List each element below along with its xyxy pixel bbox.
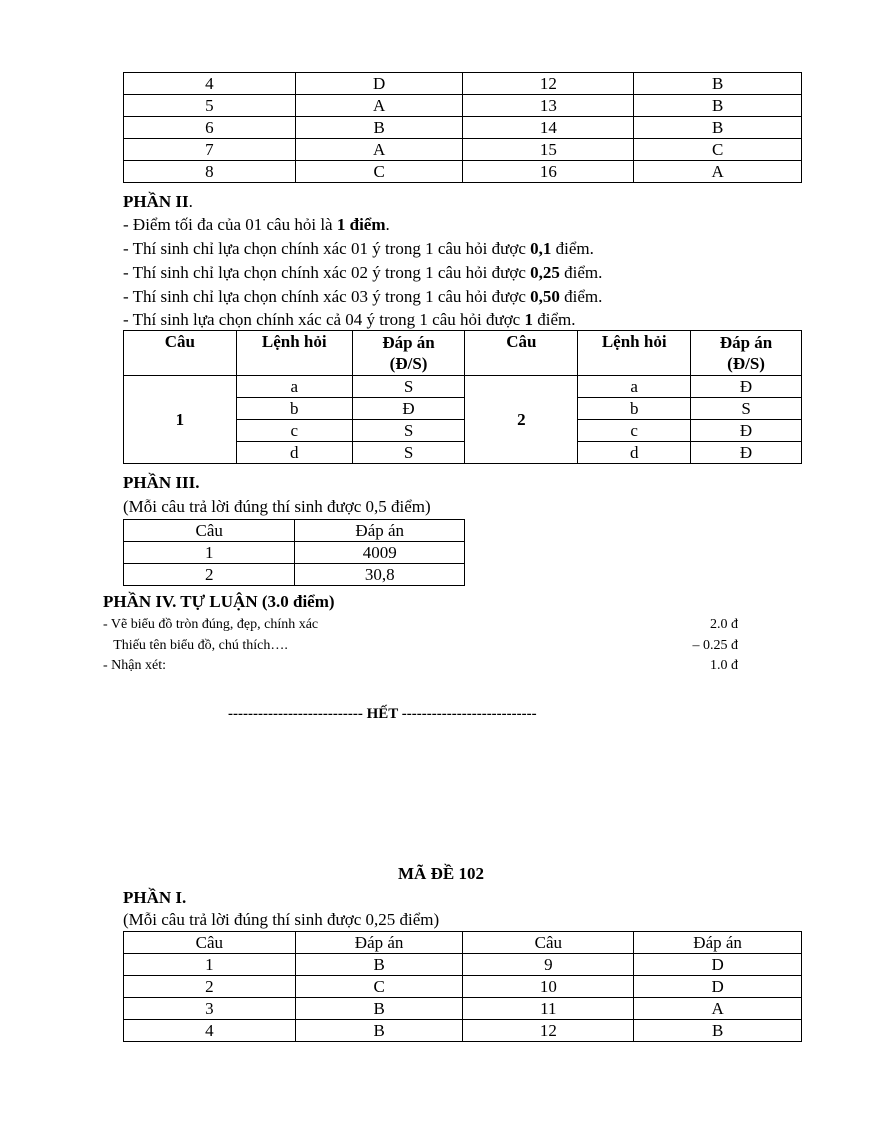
header-lenh-hoi: Lệnh hỏi (578, 331, 691, 376)
part3-note: (Mỗi câu trả lời đúng thí sinh được 0,5 điểm) (123, 497, 431, 516)
table-row: c S c Đ (124, 420, 802, 442)
part2-answer-table (123, 330, 802, 464)
table-row: 5 A 13 B (124, 95, 802, 117)
table-row: 4 D 12 B (124, 73, 802, 95)
part1-answer-table-continued (123, 72, 802, 183)
part4-item-text: - Vẽ biểu đồ tròn đúng, đẹp, chính xác (103, 617, 319, 632)
exam-code-title: MÃ ĐỀ 102 (398, 864, 484, 883)
part4-item-score: 2.0 đ (710, 617, 738, 632)
part2-rule-line: - Thí sinh lựa chọn chính xác cả 04 ý trong 1 câu hỏi được 1 điểm. (123, 310, 576, 329)
table-row: 3 B 11 A (124, 998, 802, 1020)
header-dap-an: Đáp án (Đ/S) (691, 331, 802, 376)
table-row: d S d Đ (124, 442, 802, 464)
part1-note: (Mỗi câu trả lời đúng thí sinh được 0,25 điểm) (123, 910, 440, 929)
table-header-row: Câu Đáp án Câu Đáp án (124, 932, 802, 954)
question-number: 2 (465, 376, 578, 464)
part3-heading: PHẦN III. (123, 473, 200, 492)
end-marker: --------------------------- HẾT --------------------------- (228, 706, 537, 722)
table-row: 2 C 10 D (124, 976, 802, 998)
part2-rule-line: - Thí sinh chỉ lựa chọn chính xác 03 ý trong 1 câu hỏi được 0,50 điểm. (123, 287, 603, 306)
part1-answer-table (123, 931, 802, 1042)
part4-item-text: Thiếu tên biểu đồ, chú thích…. (103, 638, 288, 653)
table-header-row: Câu Đáp án (124, 520, 465, 542)
question-number: 1 (124, 376, 237, 464)
part4-heading: PHẦN IV. TỰ LUẬN (3.0 điểm) (103, 592, 335, 611)
header-lenh-hoi: Lệnh hỏi (236, 331, 352, 376)
table-row: 6 B 14 B (124, 117, 802, 139)
table-row: 1 4009 (124, 542, 465, 564)
part4-item-text: - Nhận xét: (103, 658, 166, 673)
part1-heading: PHẦN I. (123, 888, 187, 907)
part4-item-score: – 0.25 đ (692, 638, 738, 653)
table-row: 7 A 15 C (124, 139, 802, 161)
table-row: 1 a S 2 a Đ (124, 376, 802, 398)
header-cau: Câu (465, 331, 578, 376)
table-row: 4 B 12 B (124, 1020, 802, 1042)
header-dap-an: Đáp án (Đ/S) (352, 331, 465, 376)
part3-answer-table (123, 519, 465, 586)
part2-heading: PHẦN II. (123, 192, 193, 211)
part4-item-score: 1.0 đ (710, 658, 738, 673)
table-row: 2 30,8 (124, 564, 465, 586)
table-row: 1 B 9 D (124, 954, 802, 976)
part2-rule-line: - Điểm tối đa của 01 câu hỏi là 1 điểm. (123, 215, 390, 234)
part2-rule-line: - Thí sinh chỉ lựa chọn chính xác 01 ý trong 1 câu hỏi được 0,1 điểm. (123, 239, 594, 258)
table-header-row (124, 331, 802, 376)
table-row: 8 C 16 A (124, 161, 802, 183)
table-row: b Đ b S (124, 398, 802, 420)
part2-rule-line: - Thí sinh chỉ lựa chọn chính xác 02 ý trong 1 câu hỏi được 0,25 điểm. (123, 263, 603, 282)
header-cau: Câu (124, 331, 237, 376)
